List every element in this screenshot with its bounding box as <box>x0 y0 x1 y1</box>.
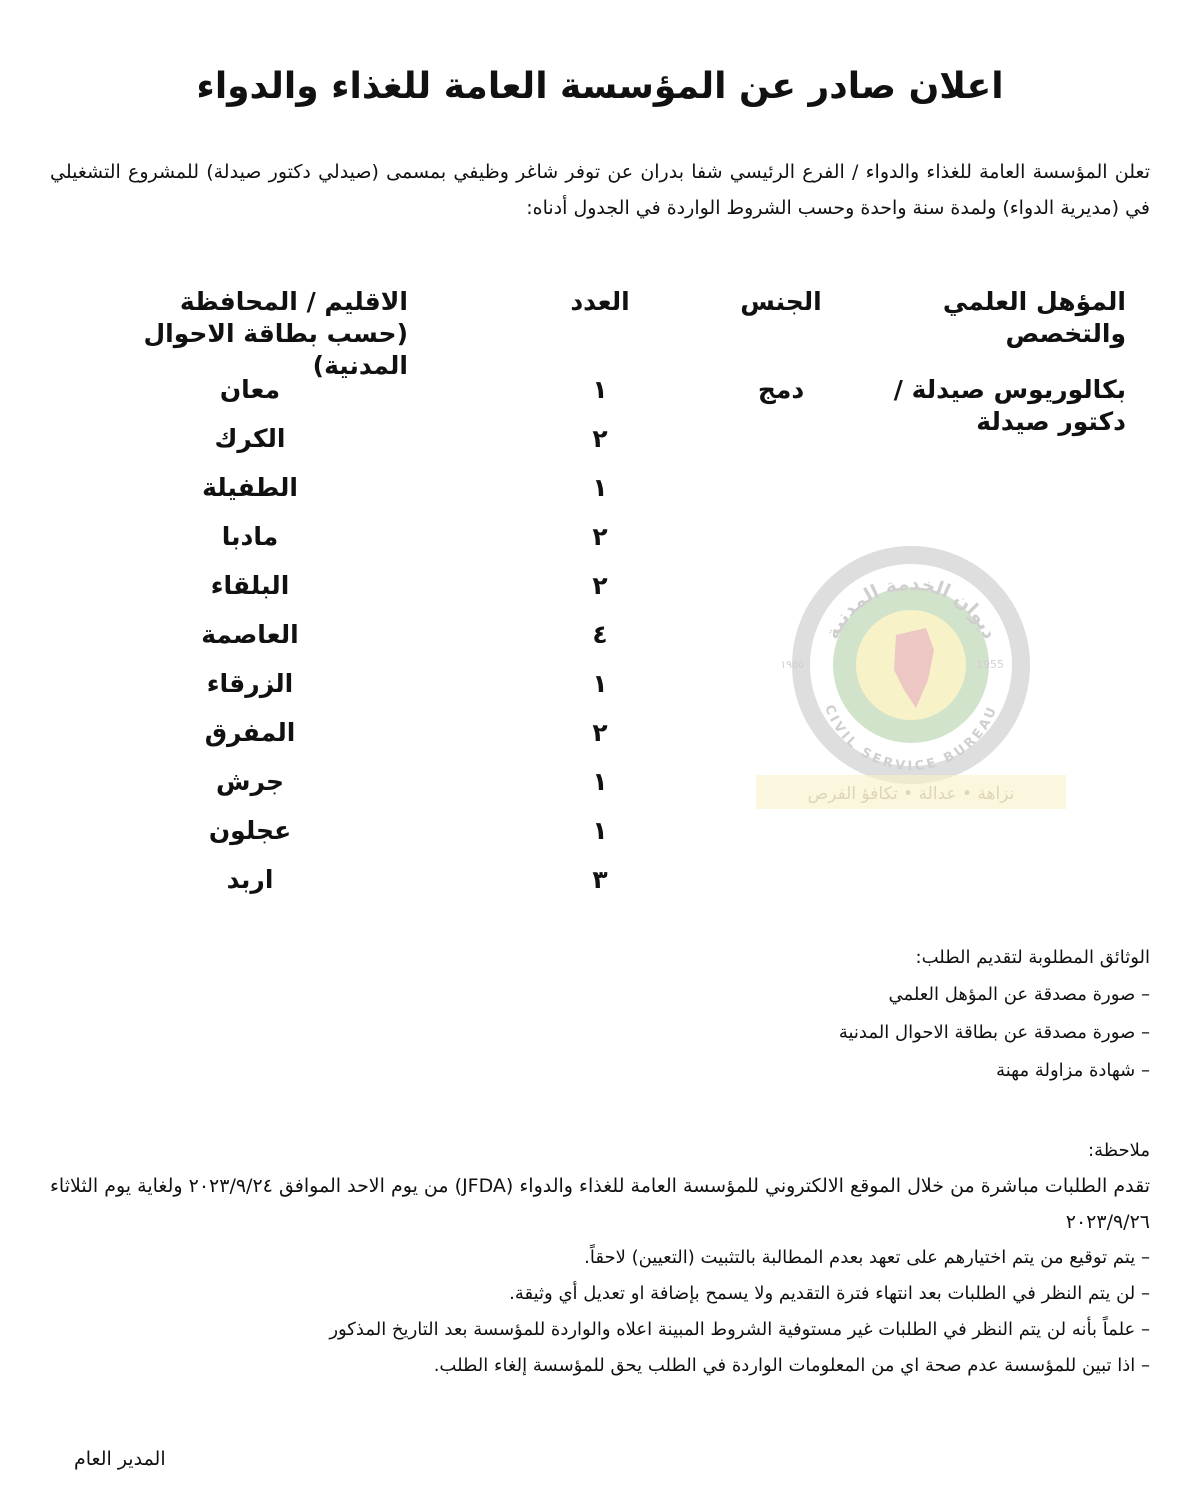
region-cell: معان <box>219 375 281 404</box>
page-title: اعلان صادر عن المؤسسة العامة للغذاء والدواء <box>196 66 1004 107</box>
region-cell: مادبا <box>221 522 279 551</box>
region-cell: اربد <box>226 865 274 894</box>
list-item: – علماً بأنه لن يتم النظر في الطلبات غير مستوفية الشروط المبينة اعلاه والواردة للمؤسسة بعد التاريخ المذكور <box>329 1319 1150 1340</box>
region-cell: المفرق <box>204 718 296 747</box>
count-cell: ١ <box>592 375 608 404</box>
table-row <box>0 566 1200 606</box>
table-row <box>0 664 1200 704</box>
region-cell: الطفيلة <box>202 473 298 502</box>
table-row <box>0 370 1200 410</box>
list-item: – اذا تبين للمؤسسة عدم صحة اي من المعلومات الواردة في الطلب يحق للمؤسسة إلغاء الطلب. <box>433 1355 1150 1376</box>
header-gender: الجنس <box>740 287 822 316</box>
table-row <box>0 615 1200 655</box>
seal-english-name: CIVIL SERVICE BUREAU <box>821 702 1001 775</box>
seal-year: 1955 <box>976 658 1004 671</box>
list-item: – يتم توقيع من يتم اختيارهم على تعهد بعدم المطالبة بالتثبيت (التعيين) لاحقاً. <box>584 1247 1150 1268</box>
signature: المدير العام <box>74 1448 166 1470</box>
list-item: – لن يتم النظر في الطلبات بعد انتهاء فترة التقديم ولا يسمح بإضافة او تعديل أي وثيقة. <box>509 1283 1150 1304</box>
list-item: – صورة مصدقة عن بطاقة الاحوال المدنية <box>838 1022 1150 1043</box>
count-cell: ٢ <box>592 571 608 600</box>
seal-arabic-name: ديوان الخدمة المدنية <box>821 572 1001 643</box>
count-cell: ١ <box>592 767 608 796</box>
count-cell: ١ <box>592 669 608 698</box>
table-row <box>0 468 1200 508</box>
notes-section <box>50 1134 1150 1384</box>
gender-value: دمج <box>757 375 805 404</box>
count-cell: ١ <box>592 473 608 502</box>
list-item: – شهادة مزاولة مهنة <box>996 1060 1150 1081</box>
region-cell: العاصمة <box>201 620 299 649</box>
qualification-value: بكالوريوس صيدلة / دكتور صيدلة <box>893 375 1126 436</box>
count-cell: ٣ <box>592 865 608 894</box>
region-cell: الكرك <box>214 424 286 453</box>
table-row <box>0 517 1200 557</box>
region-cell: عجلون <box>208 816 292 845</box>
seal-arabic-year: ١٩٥٥ <box>780 658 804 671</box>
intro-paragraph: تعلن المؤسسة العامة للغذاء والدواء / الفرع الرئيسي شفا بدران عن توفر شاغر وظيفي بمسمى (صيدلي دكتور صيدلة) للمشروع التشغيلي في (مديرية الدواء) ولمدة سنة واحدة وحسب الشروط الواردة في الجدول أدناه: <box>50 161 1150 219</box>
table-row <box>0 762 1200 802</box>
table-row <box>0 713 1200 753</box>
region-cell: جرش <box>215 767 285 796</box>
table-row <box>0 419 1200 459</box>
header-qualification: المؤهل العلمي والتخصص <box>942 287 1126 348</box>
count-cell: ٢ <box>592 522 608 551</box>
vacancy-table <box>0 286 1200 906</box>
required-documents <box>50 940 1150 1090</box>
region-cell: الزرقاء <box>206 669 294 698</box>
table-row <box>0 811 1200 851</box>
count-cell: ٤ <box>592 620 608 649</box>
list-item: – صورة مصدقة عن المؤهل العلمي <box>888 984 1150 1005</box>
count-cell: ٢ <box>592 424 608 453</box>
region-cell: البلقاء <box>210 571 290 600</box>
header-region: الاقليم / المحافظة (حسب بطاقة الاحوال المدنية) <box>143 287 408 380</box>
count-cell: ٢ <box>592 718 608 747</box>
count-cell: ١ <box>592 816 608 845</box>
seal-motto: نزاهة • عدالة • تكافؤ الفرص <box>807 784 1015 804</box>
table-row <box>0 860 1200 900</box>
notes-heading: ملاحظة: <box>1088 1140 1150 1161</box>
documents-heading: الوثائق المطلوبة لتقديم الطلب: <box>915 947 1150 968</box>
notes-paragraph: تقدم الطلبات مباشرة من خلال الموقع الالكتروني للمؤسسة العامة للغذاء والدواء (JFDA) من يوم الاحد الموافق ٢٠٢٣/٩/٢٤ ولغاية يوم الثلاثاء ٢٠٢٣/٩/٢٦ <box>50 1175 1150 1233</box>
header-count: العدد <box>570 287 630 316</box>
